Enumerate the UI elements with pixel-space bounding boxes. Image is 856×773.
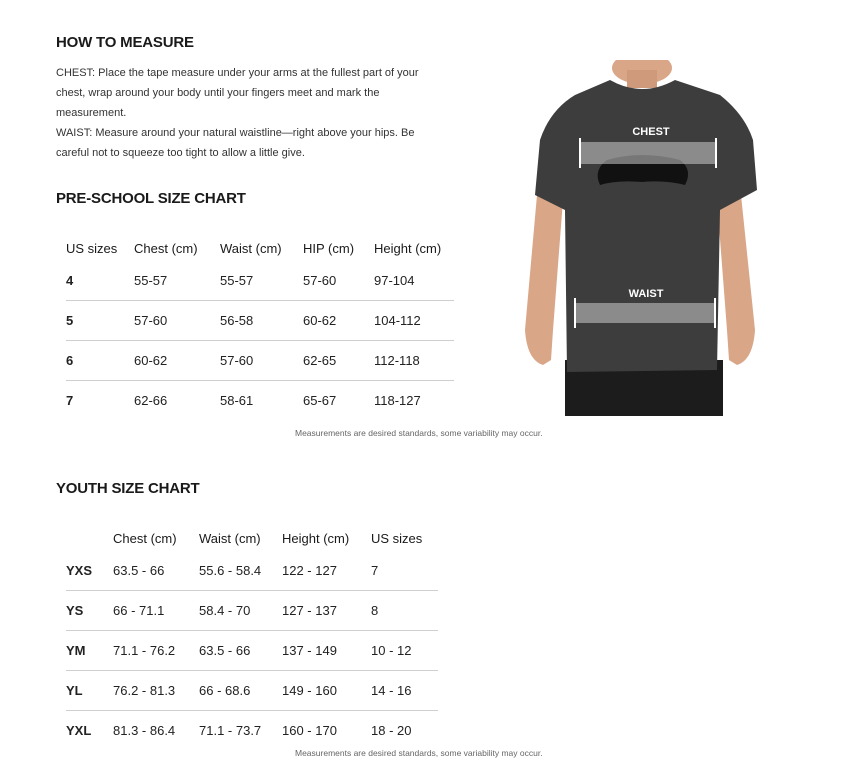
table-cell: 160 - 170 <box>282 711 371 751</box>
column-header: Chest (cm) <box>113 530 177 546</box>
table-cell: 62-66 <box>134 381 220 421</box>
table-cell: 104-112 <box>374 301 454 341</box>
table-cell: 57-60 <box>134 301 220 341</box>
table-cell: 8 <box>371 591 438 631</box>
table-cell: 57-60 <box>303 273 337 288</box>
table-row <box>66 381 454 421</box>
chest-instruction-line-2: chest, wrap around your body until your fingers meet and mark the <box>56 87 380 99</box>
chest-measure-band <box>579 142 717 164</box>
table-cell: 81.3 - 86.4 <box>113 711 199 751</box>
measurement-figure <box>515 60 765 416</box>
chest-label: CHEST <box>632 126 670 138</box>
table-cell: 71.1 - 73.7 <box>199 711 282 751</box>
size-cell: 6 <box>66 341 134 381</box>
table-row <box>66 261 454 301</box>
table-cell: 137 - 149 <box>282 631 371 671</box>
waist-instruction-line-1: WAIST: Measure around your natural waistline—right above your hips. Be <box>56 127 415 139</box>
table-row <box>66 341 454 381</box>
column-header: US sizes <box>371 530 423 546</box>
size-cell: YM <box>66 631 113 671</box>
waist-measure-band <box>574 303 716 323</box>
size-cell: YS <box>66 591 113 631</box>
table-cell: 122 - 127 <box>282 563 337 578</box>
waist-label: WAIST <box>628 288 664 300</box>
table-row <box>66 631 438 671</box>
waist-instruction-line-2: careful not to squeeze too tight to allow a little give. <box>56 147 305 159</box>
table-cell: 55-57 <box>134 273 168 288</box>
table-cell: 63.5 - 66 <box>199 631 282 671</box>
table-cell: 66 - 68.6 <box>199 671 282 711</box>
child-neck <box>627 70 657 88</box>
size-cell: YXS <box>66 563 93 578</box>
youth-size-table <box>66 525 438 750</box>
table-cell: 62-65 <box>303 341 374 381</box>
table-row <box>66 551 438 591</box>
table-cell: 60-62 <box>303 301 374 341</box>
table-row <box>66 591 438 631</box>
size-cell: 7 <box>66 381 134 421</box>
table-row <box>66 671 438 711</box>
table-cell: 57-60 <box>220 341 303 381</box>
preschool-size-table <box>66 235 454 420</box>
how-to-measure-instructions <box>56 63 456 163</box>
table-cell: 112-118 <box>374 341 454 381</box>
table-cell: 127 - 137 <box>282 591 371 631</box>
left-arm <box>525 195 563 365</box>
column-header: Waist (cm) <box>220 240 282 256</box>
table-cell: 97-104 <box>374 273 415 288</box>
table-cell: 149 - 160 <box>282 671 371 711</box>
table-header-row <box>66 525 438 551</box>
table-header-row <box>66 235 454 261</box>
table-cell: 66 - 71.1 <box>113 591 199 631</box>
table-row <box>66 711 438 751</box>
table-cell: 58.4 - 70 <box>199 591 282 631</box>
youth-measurement-note: Measurements are desired standards, some variability may occur. <box>295 748 543 758</box>
column-header: Chest (cm) <box>134 240 198 256</box>
column-header: Height (cm) <box>282 530 350 546</box>
column-header: Height (cm) <box>374 240 442 256</box>
table-cell: 71.1 - 76.2 <box>113 631 199 671</box>
preschool-measurement-note: Measurements are desired standards, some variability may occur. <box>295 428 543 438</box>
size-cell: YL <box>66 671 113 711</box>
youth-heading: YOUTH SIZE CHART <box>56 480 200 497</box>
table-row <box>66 301 454 341</box>
table-cell: 63.5 - 66 <box>113 563 165 578</box>
table-cell: 118-127 <box>374 381 454 421</box>
table-cell: 56-58 <box>220 301 303 341</box>
table-cell: 10 - 12 <box>371 631 438 671</box>
table-cell: 65-67 <box>303 381 374 421</box>
table-cell: 55.6 - 58.4 <box>199 563 262 578</box>
table-cell: 14 - 16 <box>371 671 438 711</box>
size-cell: 5 <box>66 301 134 341</box>
column-header <box>66 525 113 551</box>
chest-instruction-line-1: CHEST: Place the tape measure under your arms at the fullest part of your <box>56 67 419 79</box>
table-cell: 55-57 <box>220 273 254 288</box>
column-header: US sizes <box>66 240 118 256</box>
table-cell: 60-62 <box>134 341 220 381</box>
column-header: HIP (cm) <box>303 240 355 256</box>
chest-instruction-line-3: measurement. <box>56 107 127 119</box>
column-header: Waist (cm) <box>199 530 261 546</box>
size-cell: YXL <box>66 711 113 751</box>
table-cell: 18 - 20 <box>371 711 438 751</box>
size-cell: 4 <box>66 273 74 288</box>
table-cell: 76.2 - 81.3 <box>113 671 199 711</box>
table-cell: 58-61 <box>220 381 303 421</box>
how-to-measure-heading: HOW TO MEASURE <box>56 34 194 51</box>
right-arm <box>717 195 755 365</box>
preschool-heading: PRE-SCHOOL SIZE CHART <box>56 190 246 207</box>
table-cell: 7 <box>371 563 379 578</box>
